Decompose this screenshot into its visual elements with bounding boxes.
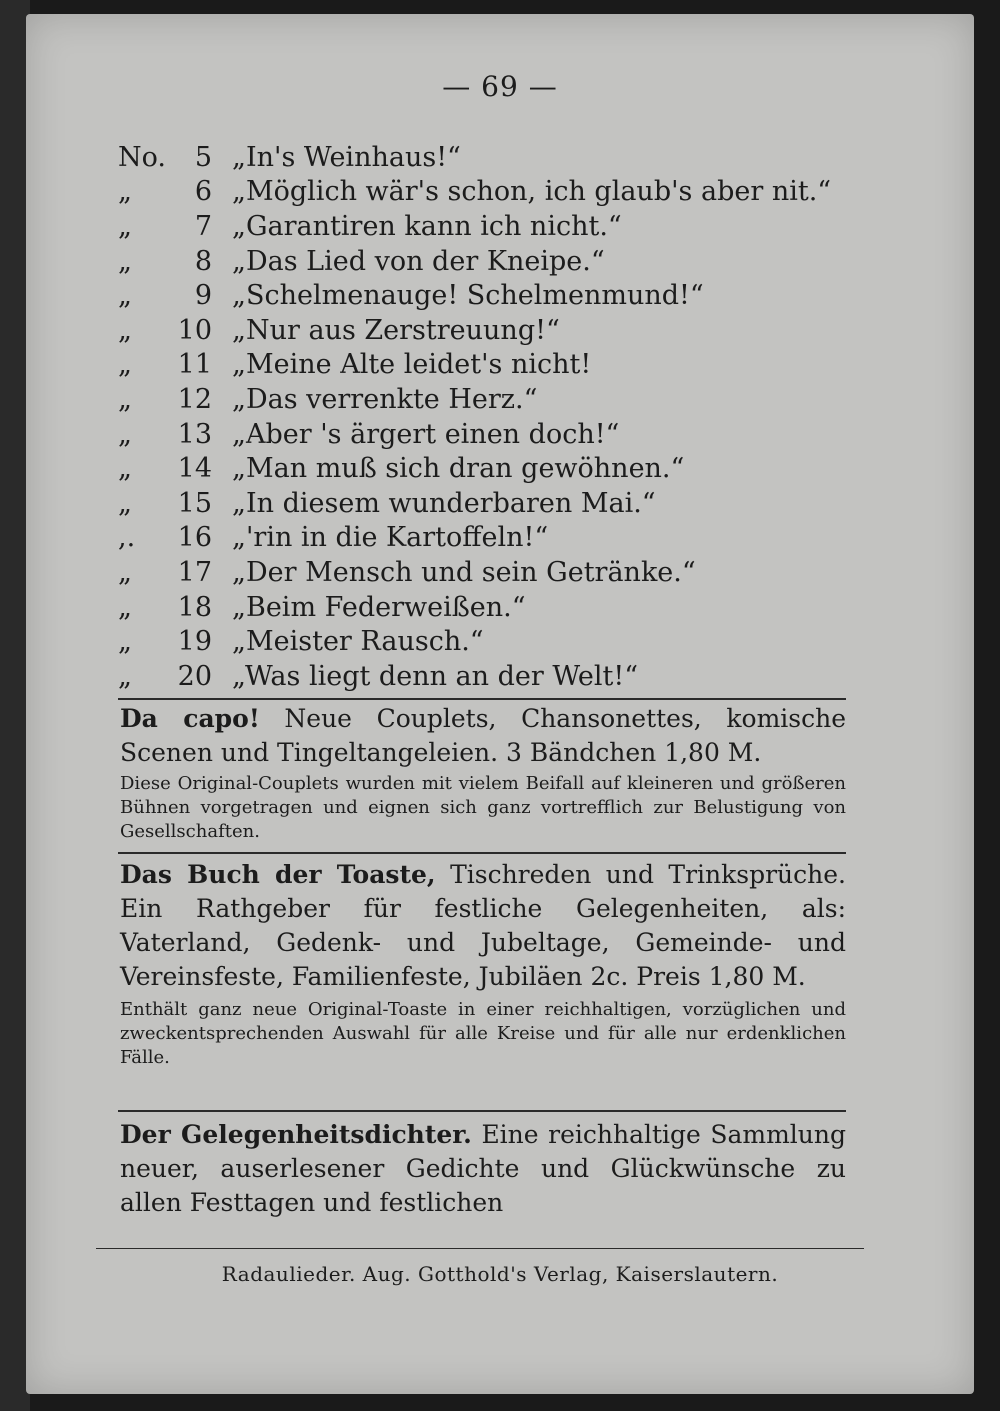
dacapo-heading: Da capo! <box>120 704 260 733</box>
song-list-item <box>118 521 858 556</box>
dacapo-note: Diese Original-Couplets wurden mit vielem Beifall auf kleineren und größeren Bühnen vorgetragen und eignen sich ganz vortrefflich zur Belustigung von Gesellschaften. <box>120 773 846 842</box>
dichter-advert <box>120 1118 846 1220</box>
song-title: „Das Lied von der Kneipe.“ <box>232 245 605 277</box>
song-list-item <box>118 140 858 175</box>
toaste-section <box>120 858 846 1070</box>
toaste-note: Enthält ganz neue Original-Toaste in einer reichhaltigen, vorzüglichen und zweckentsprechenden Auswahl für alle Kreise und für alle nur erdenklichen Fälle. <box>120 999 846 1068</box>
song-number: 12 <box>177 383 212 415</box>
song-list-item <box>118 244 858 279</box>
song-title: „Der Mensch und sein Getränke.“ <box>232 556 696 588</box>
song-list-item <box>118 624 858 659</box>
song-title: „'rin in die Kartoffeln!“ <box>232 522 549 554</box>
song-list-item <box>118 417 858 452</box>
footer-imprint: Radaulieder. Aug. Gotthold's Verlag, Kaiserslautern. <box>221 1262 779 1286</box>
song-title: „In's Weinhaus!“ <box>232 141 461 173</box>
song-list-item <box>118 555 858 590</box>
song-list-item <box>118 348 858 383</box>
song-list-item <box>118 278 858 313</box>
song-list-item <box>118 659 858 694</box>
song-number: 10 <box>177 314 212 346</box>
song-prefix: „ <box>118 556 132 588</box>
dacapo-section <box>120 702 846 844</box>
divider <box>118 1110 846 1112</box>
song-number: 16 <box>177 522 212 554</box>
song-number: 19 <box>177 626 212 658</box>
song-list-item <box>118 451 858 486</box>
song-list-item <box>118 382 858 417</box>
divider <box>118 698 846 700</box>
song-number: 14 <box>177 453 212 485</box>
song-title: „Nur aus Zerstreuung!“ <box>232 314 560 346</box>
song-number: 7 <box>194 210 212 242</box>
song-title: „Meister Rausch.“ <box>232 626 484 658</box>
song-prefix: ,. <box>118 522 136 554</box>
song-number: 13 <box>177 418 212 450</box>
dacapo-text: Neue Couplets, Chansonettes, komische Scenen und Tingeltangeleien. 3 Bändchen 1,80 M. <box>120 704 846 767</box>
song-title: „Möglich wär's schon, ich glaub's aber nit.“ <box>232 176 832 208</box>
dichter-section <box>120 1118 846 1220</box>
song-prefix: „ <box>118 383 132 415</box>
footer-rule <box>96 1248 864 1249</box>
song-prefix: „ <box>118 418 132 450</box>
song-prefix: „ <box>118 245 132 277</box>
toaste-text: Tischreden und Trinksprüche. Ein Rathgeber für festliche Gelegenheiten, als: Vaterland, Gedenk- und Jubeltage, Gemeinde- und Vereinsfeste, Familienfeste, Jubiläen 2c. Preis 1,80 M. <box>120 860 846 991</box>
song-prefix: „ <box>118 210 132 242</box>
song-title: „Garantiren kann ich nicht.“ <box>232 210 622 242</box>
dichter-text: Eine reichhaltige Sammlung neuer, auserlesener Gedichte und Glückwünsche zu allen Festtagen und festlichen <box>120 1120 846 1217</box>
song-list-item <box>118 486 858 521</box>
song-title: „Beim Federweißen.“ <box>232 591 526 623</box>
divider <box>118 852 846 854</box>
toaste-heading: Das Buch der Toaste, <box>120 860 436 889</box>
song-prefix: „ <box>118 314 132 346</box>
song-prefix: „ <box>118 280 132 312</box>
song-list <box>118 140 858 694</box>
song-number: 15 <box>177 487 212 519</box>
song-number: 17 <box>177 556 212 588</box>
dacapo-advert <box>120 702 846 770</box>
song-prefix: „ <box>118 349 132 381</box>
song-list-item <box>118 590 858 625</box>
song-number: 6 <box>194 176 212 208</box>
song-prefix: „ <box>118 453 132 485</box>
song-prefix: „ <box>118 176 132 208</box>
song-title: „Schelmenauge! Schelmenmund!“ <box>232 280 704 312</box>
song-title: „Das verrenkte Herz.“ <box>232 383 538 415</box>
dichter-heading: Der Gelegenheitsdichter. <box>120 1120 472 1149</box>
song-list-item <box>118 209 858 244</box>
song-title: „In diesem wunderbaren Mai.“ <box>232 487 656 519</box>
song-number: 8 <box>194 245 212 277</box>
song-title: „Meine Alte leidet's nicht! <box>232 349 592 381</box>
song-number: 20 <box>177 660 212 692</box>
song-prefix: „ <box>118 626 132 658</box>
song-title: „Aber 's ärgert einen doch!“ <box>232 418 620 450</box>
song-title: „Was liegt denn an der Welt!“ <box>232 660 639 692</box>
song-prefix: „ <box>118 591 132 623</box>
toaste-advert <box>120 858 846 994</box>
song-prefix: No. <box>118 141 166 173</box>
song-number: 18 <box>177 591 212 623</box>
song-title: „Man muß sich dran gewöhnen.“ <box>232 453 685 485</box>
page-number: — 69 — <box>442 70 558 103</box>
song-number: 5 <box>194 141 212 173</box>
song-list-item <box>118 175 858 210</box>
song-prefix: „ <box>118 487 132 519</box>
song-number: 11 <box>177 349 212 381</box>
song-number: 9 <box>194 280 212 312</box>
song-list-item <box>118 313 858 348</box>
song-prefix: „ <box>118 660 132 692</box>
